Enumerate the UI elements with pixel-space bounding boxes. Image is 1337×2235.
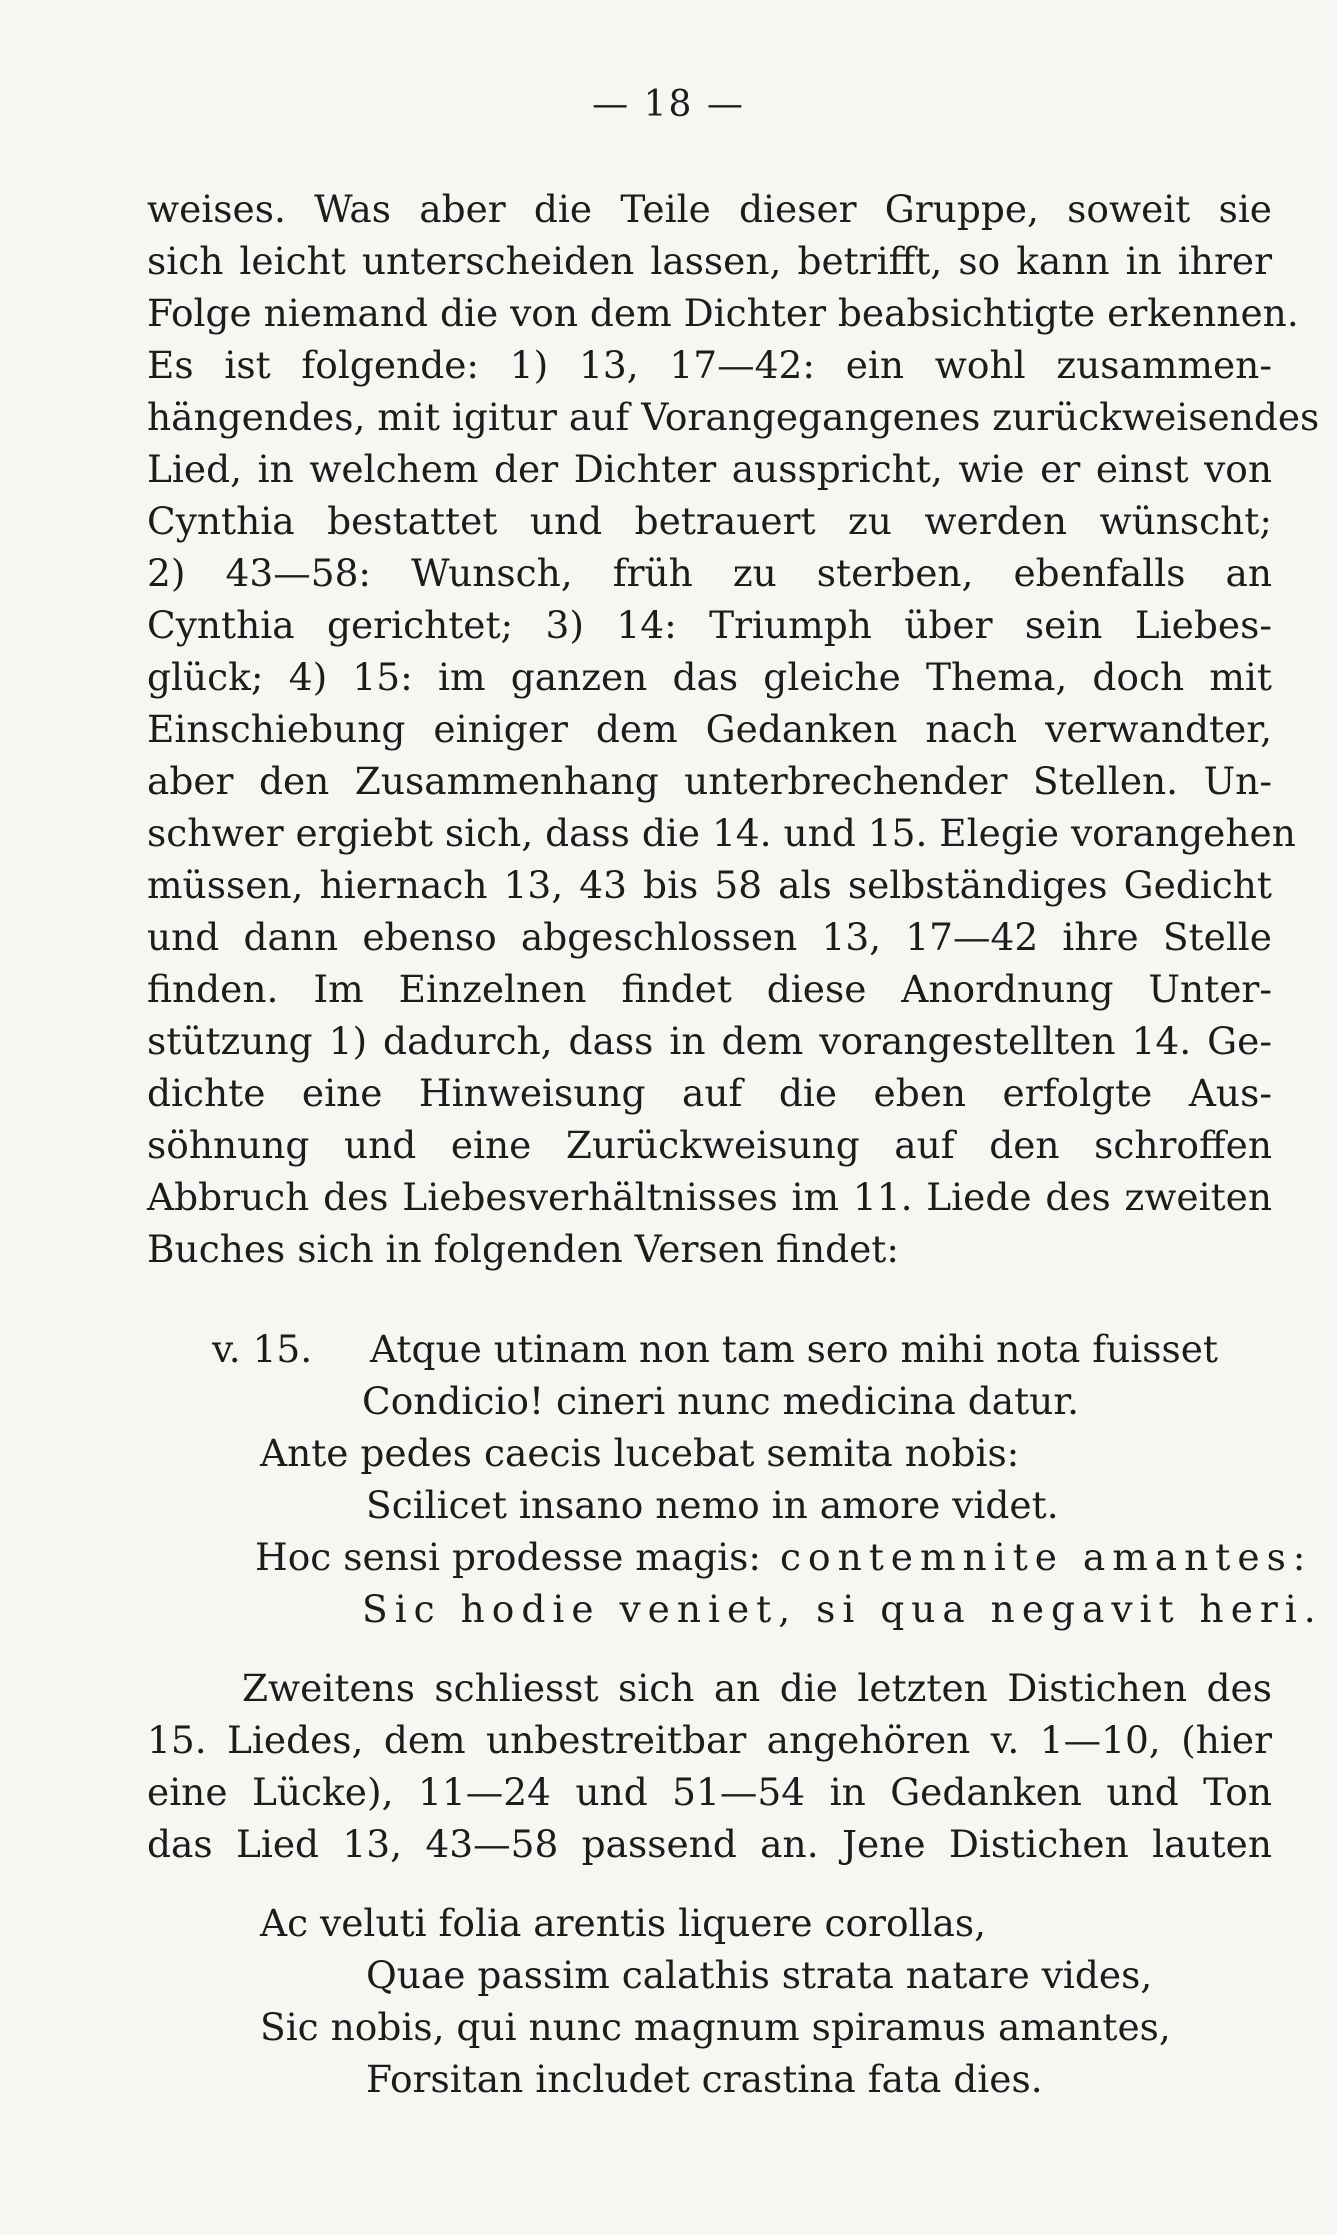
text-line: Cynthia bestattet und betrauert zu werden wünscht; — [147, 499, 1272, 543]
text-line: finden. Im Einzelnen findet diese Anordnung Unter- — [147, 967, 1272, 1011]
verse-line: Sic hodie veniet, si qua negavit heri. — [362, 1587, 1323, 1631]
verse-line: Ac veluti folia arentis liquere corollas, — [260, 1901, 987, 1945]
verse-line: Ante pedes caecis lucebat semita nobis: — [260, 1431, 1020, 1475]
verse-line: Quae passim calathis strata natare vides, — [366, 1953, 1153, 1997]
text-line: Einschiebung einiger dem Gedanken nach verwandter, — [147, 707, 1272, 751]
text-line: und dann ebenso abgeschlossen 13, 17—42 ihre Stelle — [147, 915, 1272, 959]
text-line: Cynthia gerichtet; 3) 14: Triumph über sein Liebes- — [147, 603, 1272, 647]
text-line: söhnung und eine Zurückweisung auf den schroffen — [147, 1123, 1272, 1167]
verse-line: Sic nobis, qui nunc magnum spiramus amantes, — [260, 2005, 1171, 2049]
verse-reference: v. 15. — [212, 1327, 313, 1371]
text-line: sich leicht unterscheiden lassen, betrifft, so kann in ihrer — [147, 239, 1272, 283]
text-line: Lied, in welchem der Dichter ausspricht, wie er einst von — [147, 447, 1272, 491]
text-line: hängendes, mit igitur auf Vorangegangenes zurückweisendes — [147, 395, 1320, 439]
text-line: das Lied 13, 43—58 passend an. Jene Distichen lauten — [147, 1822, 1272, 1866]
verse-line: Forsitan includet crastina fata dies. — [366, 2057, 1043, 2101]
text-line: Buches sich in folgenden Versen findet: — [147, 1227, 899, 1271]
verse-line: Atque utinam non tam sero mihi nota fuisset — [370, 1327, 1218, 1371]
verse-line: Hoc sensi prodesse magis: — [255, 1535, 762, 1579]
text-line: stützung 1) dadurch, dass in dem vorangestellten 14. Ge- — [147, 1019, 1272, 1063]
text-line: aber den Zusammenhang unterbrechender Stellen. Un- — [147, 759, 1272, 803]
text-line: 15. Liedes, dem unbestreitbar angehören v. 1—10, (hier — [147, 1718, 1272, 1762]
text-line: eine Lücke), 11—24 und 51—54 in Gedanken und Ton — [147, 1770, 1272, 1814]
verse-line-emphasis: contemnite amantes: — [780, 1535, 1313, 1579]
verse-line: Condicio! cineri nunc medicina datur. — [362, 1379, 1080, 1423]
text-line: Abbruch des Liebesverhältnisses im 11. Liede des zweiten — [147, 1175, 1272, 1219]
text-line: 2) 43—58: Wunsch, früh zu sterben, ebenfalls an — [147, 551, 1272, 595]
text-line: schwer ergiebt sich, dass die 14. und 15. Elegie vorangehen — [147, 811, 1296, 855]
text-line: glück; 4) 15: im ganzen das gleiche Thema, doch mit — [147, 655, 1272, 699]
text-line: dichte eine Hinweisung auf die eben erfolgte Aus- — [147, 1071, 1272, 1115]
text-line: Es ist folgende: 1) 13, 17—42: ein wohl zusammen- — [147, 343, 1272, 387]
text-line: Zweitens schliesst sich an die letzten Distichen des — [242, 1666, 1272, 1710]
text-line: Folge niemand die von dem Dichter beabsichtigte erkennen. — [147, 291, 1299, 335]
text-line: weises. Was aber die Teile dieser Gruppe, soweit sie — [147, 187, 1272, 231]
page-number: — 18 — — [592, 84, 745, 125]
verse-line: Scilicet insano nemo in amore videt. — [366, 1483, 1059, 1527]
text-line: müssen, hiernach 13, 43 bis 58 als selbständiges Gedicht — [147, 863, 1272, 907]
